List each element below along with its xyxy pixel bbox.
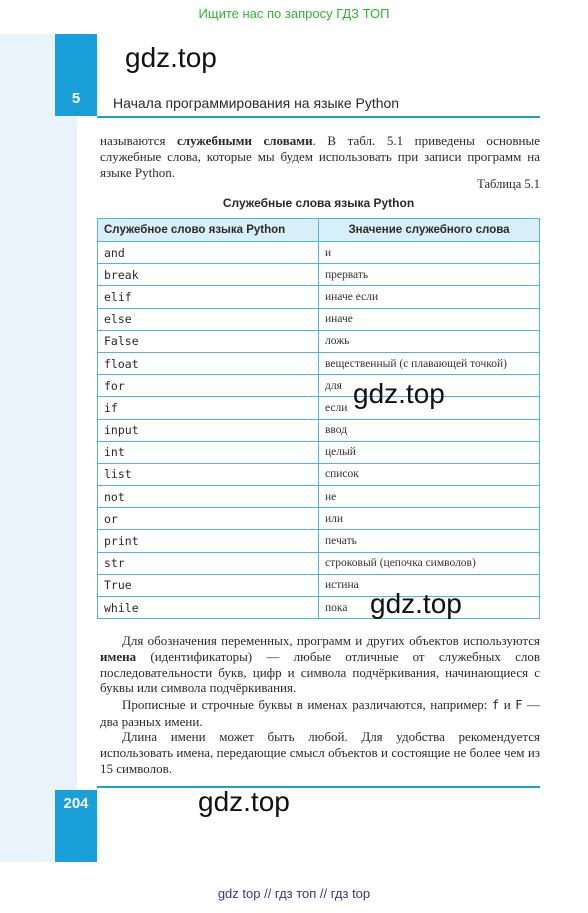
case-paragraph bbox=[100, 697, 540, 730]
header-meaning: Значение служебного слова bbox=[319, 219, 540, 242]
table-title: Служебные слова языка Python bbox=[222, 196, 415, 210]
table-row bbox=[98, 242, 540, 264]
names-text-end: (идентификаторы) — любые отличные от служебных слов последовательности букв, цифр и символа подчёркивания, начинающиеся с буквы или символа подчёркивания. bbox=[100, 648, 540, 696]
keyword-cell: str bbox=[98, 552, 319, 574]
code-upper-f: F bbox=[515, 698, 523, 712]
keywords-table bbox=[97, 218, 540, 619]
intro-text: называются bbox=[100, 133, 178, 148]
keyword-cell: input bbox=[98, 419, 319, 441]
meaning-cell: строковый (цепочка символов) bbox=[319, 552, 540, 574]
table-row bbox=[98, 375, 540, 397]
keyword-cell: float bbox=[98, 352, 319, 374]
table-row bbox=[98, 352, 540, 374]
meaning-cell: пока bbox=[319, 597, 540, 619]
table-row bbox=[98, 508, 540, 530]
table-row bbox=[98, 397, 540, 419]
case-text: Прописные и строчные буквы в именах различаются, например: bbox=[122, 697, 492, 712]
case-text-mid: и bbox=[499, 697, 516, 712]
intro-paragraph bbox=[100, 133, 540, 180]
table-row bbox=[98, 463, 540, 485]
code-lower-f: f bbox=[491, 698, 500, 712]
page-number: 204 bbox=[63, 795, 89, 812]
meaning-cell: иначе если bbox=[319, 286, 540, 308]
meaning-cell: ложь bbox=[319, 330, 540, 352]
keyword-cell: False bbox=[98, 330, 319, 352]
meaning-cell: если bbox=[319, 397, 540, 419]
meaning-cell: прервать bbox=[319, 264, 540, 286]
table-row bbox=[98, 552, 540, 574]
header-keyword: Служебное слово языка Python bbox=[98, 219, 319, 242]
meaning-cell: список bbox=[319, 463, 540, 485]
table-label: Таблица 5.1 bbox=[477, 177, 540, 191]
table-row bbox=[98, 597, 540, 619]
meaning-cell: целый bbox=[319, 441, 540, 463]
meaning-cell: истина bbox=[319, 574, 540, 596]
table-row bbox=[98, 574, 540, 596]
case-text-end: — два разных имени. bbox=[100, 697, 540, 729]
table-row bbox=[98, 486, 540, 508]
keyword-cell: if bbox=[98, 397, 319, 419]
header-divider bbox=[97, 116, 540, 118]
names-text: Для обозначения переменных, программ и других объектов используются bbox=[122, 633, 540, 648]
table-row bbox=[98, 264, 540, 286]
footer-links[interactable]: gdz top // гдз топ // гдз top bbox=[217, 886, 371, 901]
keyword-cell: else bbox=[98, 308, 319, 330]
search-banner[interactable]: Ищите нас по запросу ГДЗ ТОП bbox=[198, 6, 390, 21]
chapter-title: Начала программирования на языке Python bbox=[113, 95, 400, 111]
meaning-cell: или bbox=[319, 508, 540, 530]
keyword-cell: elif bbox=[98, 286, 319, 308]
keyword-cell: list bbox=[98, 463, 319, 485]
watermark: gdz.top bbox=[198, 786, 290, 817]
keyword-cell: and bbox=[98, 242, 319, 264]
meaning-cell: печать bbox=[319, 530, 540, 552]
keyword-cell: True bbox=[98, 574, 319, 596]
intro-text-end: . В табл. 5.1 приведены основные служебные слова, которые мы будем использовать при записи программ на языке Python. bbox=[100, 133, 541, 180]
meaning-cell: ввод bbox=[319, 419, 540, 441]
page-margin-strip bbox=[0, 34, 77, 862]
names-term: имена bbox=[100, 648, 137, 664]
keyword-cell: not bbox=[98, 486, 319, 508]
chapter-number: 5 bbox=[71, 90, 81, 107]
meaning-cell: иначе bbox=[319, 308, 540, 330]
keyword-cell: break bbox=[98, 264, 319, 286]
watermark: gdz.top bbox=[370, 588, 462, 619]
keyword-cell: for bbox=[98, 375, 319, 397]
intro-term: служебными словами bbox=[177, 133, 313, 148]
keyword-cell: int bbox=[98, 441, 319, 463]
keyword-cell: or bbox=[98, 508, 319, 530]
table-header-row bbox=[98, 219, 540, 242]
meaning-cell: для bbox=[319, 375, 540, 397]
table-row bbox=[98, 308, 540, 330]
meaning-cell: и bbox=[319, 242, 540, 264]
names-paragraph bbox=[100, 633, 540, 696]
table-row bbox=[98, 419, 540, 441]
keyword-cell: print bbox=[98, 530, 319, 552]
meaning-cell: не bbox=[319, 486, 540, 508]
table-row bbox=[98, 286, 540, 308]
keyword-cell: while bbox=[98, 597, 319, 619]
watermark: gdz.top bbox=[125, 42, 217, 73]
table-row bbox=[98, 330, 540, 352]
table-row bbox=[98, 441, 540, 463]
table-row bbox=[98, 530, 540, 552]
watermark: gdz.top bbox=[353, 378, 445, 409]
meaning-cell: вещественный (с плавающей точкой) bbox=[319, 352, 540, 374]
length-paragraph: Длина имени может быть любой. Для удобства рекомендуется использовать имена, передающие смысл объектов и состоящие не более чем из 15 символов. bbox=[100, 729, 540, 776]
footer-divider bbox=[97, 786, 540, 788]
